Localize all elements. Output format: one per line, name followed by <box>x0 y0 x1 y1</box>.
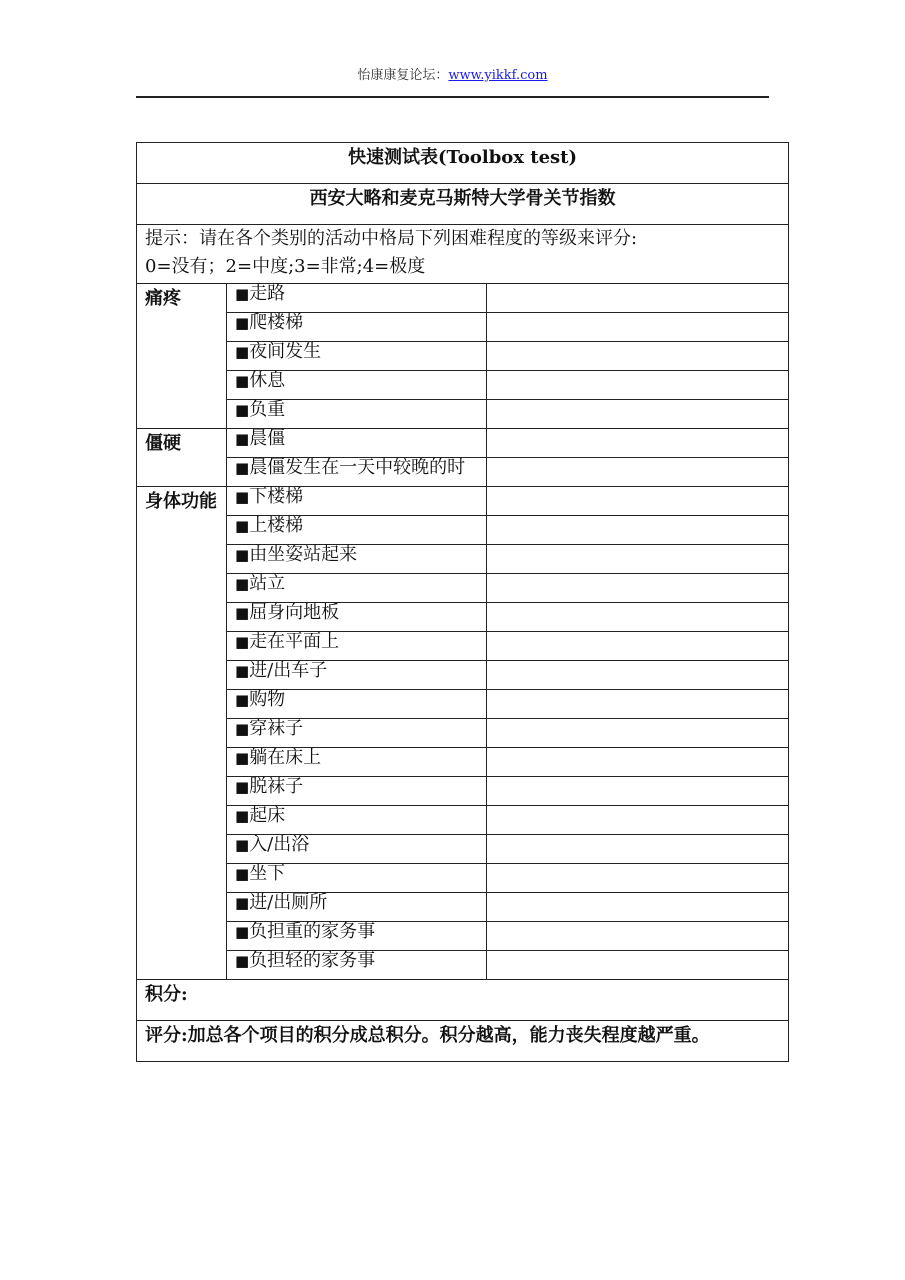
item-text: 躺在床上 <box>249 747 322 768</box>
item-text: 购物 <box>249 689 286 710</box>
page-header <box>0 64 905 83</box>
score-input-cell[interactable] <box>487 342 789 371</box>
score-input-cell[interactable] <box>487 458 789 487</box>
item-label <box>227 864 487 893</box>
score-input-cell[interactable] <box>487 371 789 400</box>
score-input-cell[interactable] <box>487 313 789 342</box>
item-text: 穿袜子 <box>249 718 304 739</box>
score-input-cell[interactable] <box>487 487 789 516</box>
item-label <box>227 603 487 632</box>
score-input-cell[interactable] <box>487 603 789 632</box>
score-input-cell[interactable] <box>487 893 789 922</box>
score-input-cell[interactable] <box>487 777 789 806</box>
score-input-cell[interactable] <box>487 661 789 690</box>
square-bullet-icon: ■ <box>235 749 250 767</box>
item-text: 屈身向地板 <box>249 602 340 623</box>
table-row <box>137 429 789 458</box>
square-bullet-icon: ■ <box>235 575 250 593</box>
square-bullet-icon: ■ <box>235 459 250 477</box>
score-input-cell[interactable] <box>487 748 789 777</box>
item-text: 负重 <box>249 399 286 420</box>
category-label: 身体功能 <box>137 487 227 980</box>
table-row <box>137 516 789 545</box>
total-score-cell[interactable]: 积分: <box>137 980 789 1021</box>
item-label <box>227 487 487 516</box>
form-subtitle: 西安大略和麦克马斯特大学骨关节指数 <box>137 184 789 225</box>
table-row <box>137 661 789 690</box>
score-input-cell[interactable] <box>487 632 789 661</box>
item-label <box>227 632 487 661</box>
table-row <box>137 951 789 980</box>
item-text: 站立 <box>249 573 286 594</box>
table-row <box>137 487 789 516</box>
table-row <box>137 545 789 574</box>
square-bullet-icon: ■ <box>235 836 250 854</box>
item-label <box>227 951 487 980</box>
item-label <box>227 922 487 951</box>
score-input-cell[interactable] <box>487 951 789 980</box>
header-divider <box>136 96 769 98</box>
table-row <box>137 371 789 400</box>
form-title: 快速测试表(Toolbox test) <box>137 143 789 184</box>
item-label <box>227 400 487 429</box>
score-input-cell[interactable] <box>487 806 789 835</box>
item-text: 由坐姿站起来 <box>249 544 358 565</box>
square-bullet-icon: ■ <box>235 314 250 332</box>
square-bullet-icon: ■ <box>235 894 250 912</box>
hint-line-2: 0=没有；2=中度;3=非常;4=极度 <box>145 256 426 277</box>
square-bullet-icon: ■ <box>235 372 250 390</box>
square-bullet-icon: ■ <box>235 865 250 883</box>
table-row <box>137 719 789 748</box>
square-bullet-icon: ■ <box>235 546 250 564</box>
hint-line-1: 提示：请在各个类别的活动中格局下列困难程度的等级来评分: <box>145 228 638 249</box>
category-label: 僵硬 <box>137 429 227 487</box>
item-label <box>227 748 487 777</box>
square-bullet-icon: ■ <box>235 633 250 651</box>
item-text: 走在平面上 <box>249 631 340 652</box>
category-label: 痛疼 <box>137 284 227 429</box>
table-row <box>137 806 789 835</box>
score-input-cell[interactable] <box>487 429 789 458</box>
score-input-cell[interactable] <box>487 835 789 864</box>
score-input-cell[interactable] <box>487 574 789 603</box>
table-row <box>137 632 789 661</box>
item-text: 入/出浴 <box>249 834 310 855</box>
table-row <box>137 864 789 893</box>
square-bullet-icon: ■ <box>235 778 250 796</box>
table-row <box>137 342 789 371</box>
item-label <box>227 835 487 864</box>
item-text: 休息 <box>249 370 286 391</box>
square-bullet-icon: ■ <box>235 517 250 535</box>
forum-link[interactable]: www.yikkf.com <box>448 68 548 83</box>
score-input-cell[interactable] <box>487 719 789 748</box>
item-label <box>227 777 487 806</box>
square-bullet-icon: ■ <box>235 401 250 419</box>
item-text: 晨僵发生在一天中较晚的时 <box>249 457 466 478</box>
item-label <box>227 429 487 458</box>
item-text: 起床 <box>249 805 286 826</box>
table-row <box>137 458 789 487</box>
table-row <box>137 777 789 806</box>
item-text: 进/出车子 <box>249 660 328 681</box>
item-label <box>227 458 487 487</box>
square-bullet-icon: ■ <box>235 691 250 709</box>
item-label <box>227 284 487 313</box>
item-text: 负担轻的家务事 <box>249 950 376 971</box>
item-label <box>227 313 487 342</box>
square-bullet-icon: ■ <box>235 488 250 506</box>
score-input-cell[interactable] <box>487 400 789 429</box>
square-bullet-icon: ■ <box>235 430 250 448</box>
item-text: 负担重的家务事 <box>249 921 376 942</box>
table-row <box>137 922 789 951</box>
square-bullet-icon: ■ <box>235 662 250 680</box>
header-label: 怡康康复论坛： <box>357 68 449 83</box>
table-row <box>137 748 789 777</box>
item-label <box>227 342 487 371</box>
item-label <box>227 719 487 748</box>
scoring-hint <box>137 225 789 284</box>
table-row <box>137 284 789 313</box>
item-text: 下楼梯 <box>249 486 304 507</box>
table-row <box>137 400 789 429</box>
item-text: 爬楼梯 <box>249 312 304 333</box>
table-row <box>137 893 789 922</box>
item-text: 脱袜子 <box>249 776 304 797</box>
square-bullet-icon: ■ <box>235 923 250 941</box>
item-text: 走路 <box>249 283 286 304</box>
square-bullet-icon: ■ <box>235 285 250 303</box>
item-text: 晨僵 <box>249 428 286 449</box>
square-bullet-icon: ■ <box>235 952 250 970</box>
item-label <box>227 690 487 719</box>
square-bullet-icon: ■ <box>235 807 250 825</box>
score-input-cell[interactable] <box>487 516 789 545</box>
table-row <box>137 690 789 719</box>
item-label <box>227 806 487 835</box>
scoring-note: 评分:加总各个项目的积分成总积分。积分越高，能力丧失程度越严重。 <box>137 1021 789 1062</box>
square-bullet-icon: ■ <box>235 343 250 361</box>
table-row <box>137 835 789 864</box>
item-text: 夜间发生 <box>249 341 322 362</box>
item-text: 进/出厕所 <box>249 892 328 913</box>
table-row <box>137 313 789 342</box>
item-label <box>227 516 487 545</box>
score-input-cell[interactable] <box>487 922 789 951</box>
toolbox-test-table <box>136 142 789 1062</box>
item-label <box>227 371 487 400</box>
item-label <box>227 574 487 603</box>
item-label <box>227 661 487 690</box>
score-input-cell[interactable] <box>487 284 789 313</box>
score-input-cell[interactable] <box>487 690 789 719</box>
table-row <box>137 574 789 603</box>
item-label <box>227 545 487 574</box>
score-input-cell[interactable] <box>487 545 789 574</box>
square-bullet-icon: ■ <box>235 720 250 738</box>
item-text: 坐下 <box>249 863 286 884</box>
table-row <box>137 603 789 632</box>
square-bullet-icon: ■ <box>235 604 250 622</box>
item-text: 上楼梯 <box>249 515 304 536</box>
score-input-cell[interactable] <box>487 864 789 893</box>
item-label <box>227 893 487 922</box>
